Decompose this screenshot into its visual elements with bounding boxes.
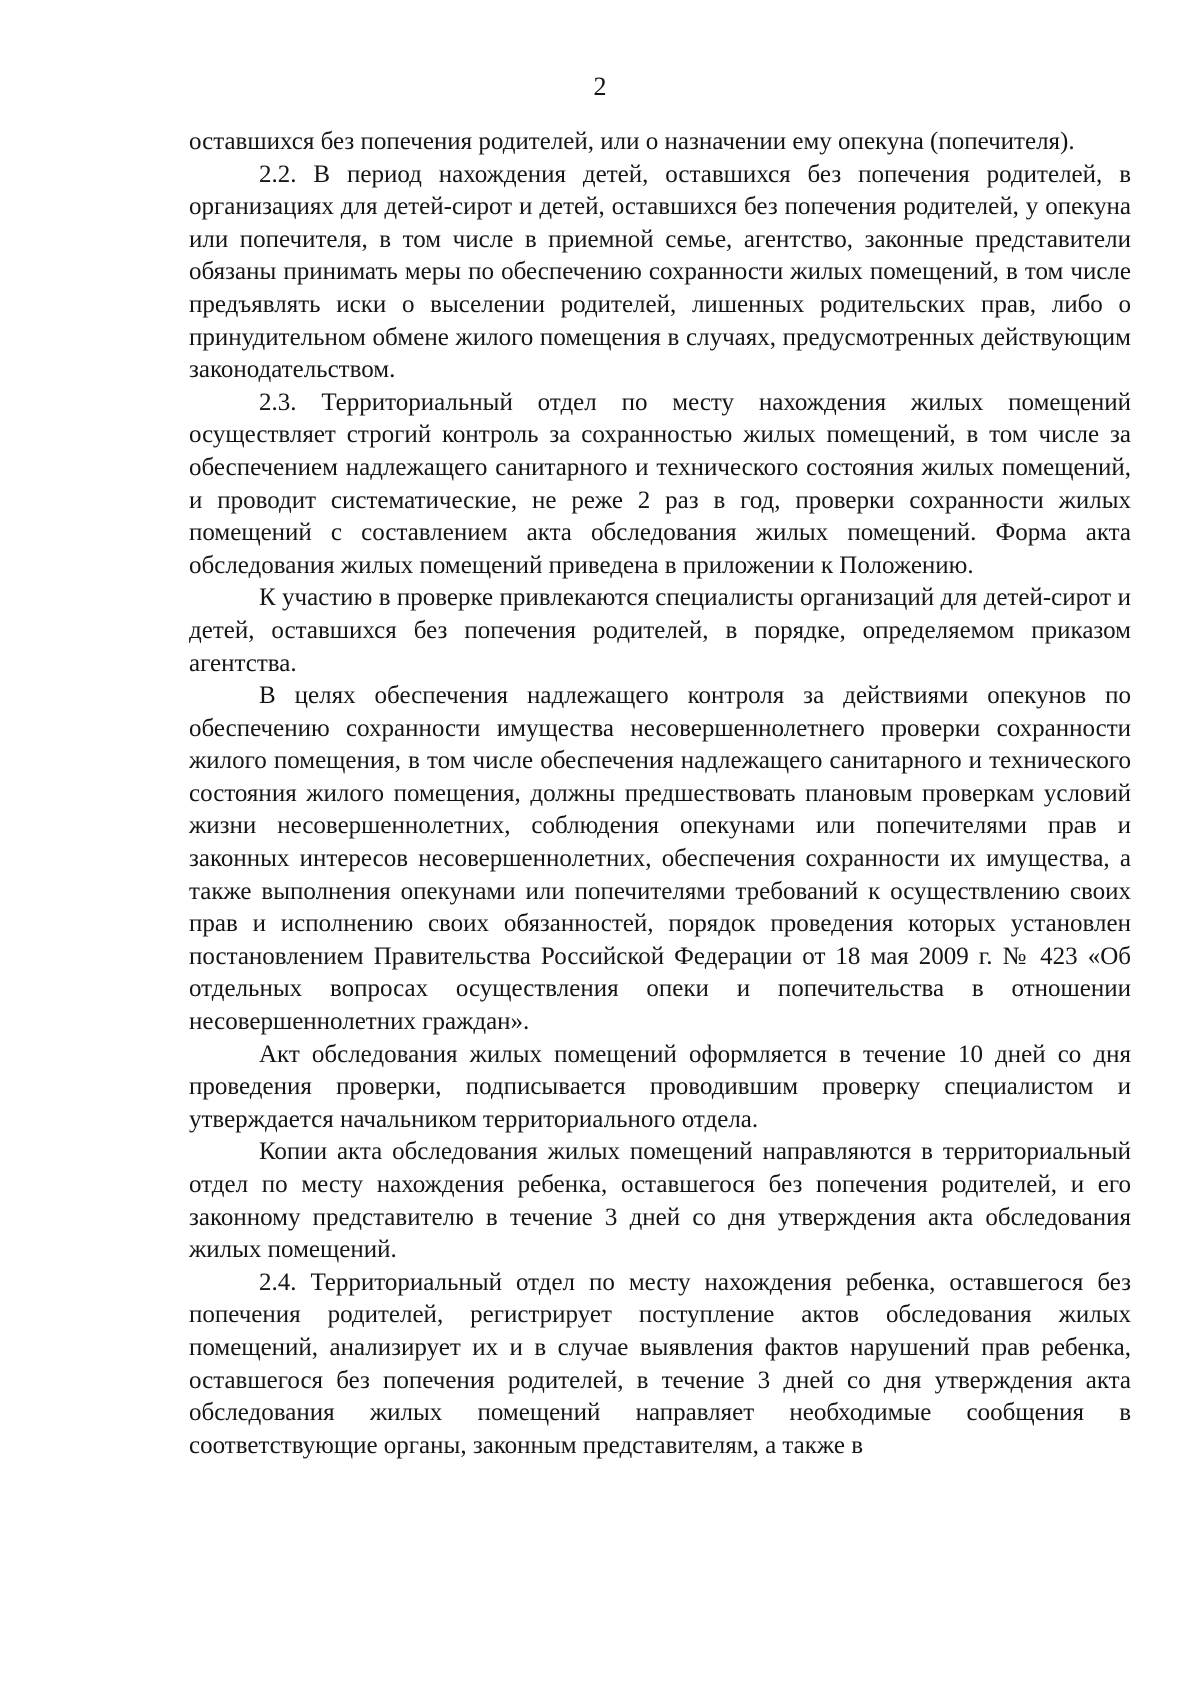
paragraph-2-3: 2.3. Территориальный отдел по месту нахождения жилых помещений осуществляет строгий контроль за сохранностью жилых помещений, в том числе за обеспечением надлежащего санитарного и технического состояния жилых помещений, и проводит систематические, не реже 2 раз в год, проверки сохранности жилых помещений с составлением акта обследования жилых помещений. Форма акта обследования жилых помещений приведена в приложении к Положению. — [189, 388, 1131, 579]
paragraph-continuation: оставшихся без попечения родителей, или о назначении ему опекуна (попечителя). — [189, 128, 1075, 155]
paragraph-2-4: 2.4. Территориальный отдел по месту нахождения ребенка, оставшегося без попечения родителей, регистрирует поступление актов обследования жилых помещений, анализирует их и в случае выявления фактов нарушений прав ребенка, оставшегося без попечения родителей, в течение 3 дней со дня утверждения акта обследования жилых помещений направляет необходимые сообщения в соответствующие органы, законным представителям, а также в — [189, 1268, 1131, 1459]
document-body — [189, 126, 1131, 1462]
paragraph-2-2: 2.2. В период нахождения детей, оставшихся без попечения родителей, в организациях для детей-сирот и детей, оставшихся без попечения родителей, у опекуна или попечителя, в том числе в приемной семье, агентство, законные представители обязаны принимать меры по обеспечению сохранности жилых помещений, в том числе предъявлять иски о выселении родителей, лишенных родительских прав, либо о принудительном обмене жилого помещения в случаях, предусмотренных действующим законодательством. — [189, 160, 1131, 384]
paragraph-inspection-act: Акт обследования жилых помещений оформляется в течение 10 дней со дня проведения проверки, подписывается проводившим проверку специалистом и утверждается начальником территориального отдела. — [189, 1040, 1131, 1133]
paragraph-control-goals: В целях обеспечения надлежащего контроля за действиями опекунов по обеспечению сохранности имущества несовершеннолетнего проверки сохранности жилого помещения, в том числе обеспечения надлежащего санитарного и технического состояния жилого помещения, должны предшествовать плановым проверкам условий жизни несовершеннолетних, соблюдения опекунами или попечителями прав и законных интересов несовершеннолетних, обеспечения сохранности их имущества, а также выполнения опекунами или попечителями требований к осуществлению своих прав и исполнению своих обязанностей, порядок проведения которых установлен постановлением Правительства Российской Федерации от 18 мая 2009 г. № 423 «Об отдельных вопросах осуществления опеки и попечительства в отношении несовершеннолетних граждан». — [189, 682, 1131, 1036]
page-number: 2 — [593, 72, 607, 101]
paragraph-act-copies: Копии акта обследования жилых помещений направляются в территориальный отдел по месту нахождения ребенка, оставшегося без попечения родителей, и его законному представителю в течение 3 дней со дня утверждения акта обследования жилых помещений. — [189, 1138, 1131, 1264]
paragraph-specialists: К участию в проверке привлекаются специалисты организаций для детей-сирот и детей, оставшихся без попечения родителей, в порядке, определяемом приказом агентства. — [189, 584, 1131, 677]
